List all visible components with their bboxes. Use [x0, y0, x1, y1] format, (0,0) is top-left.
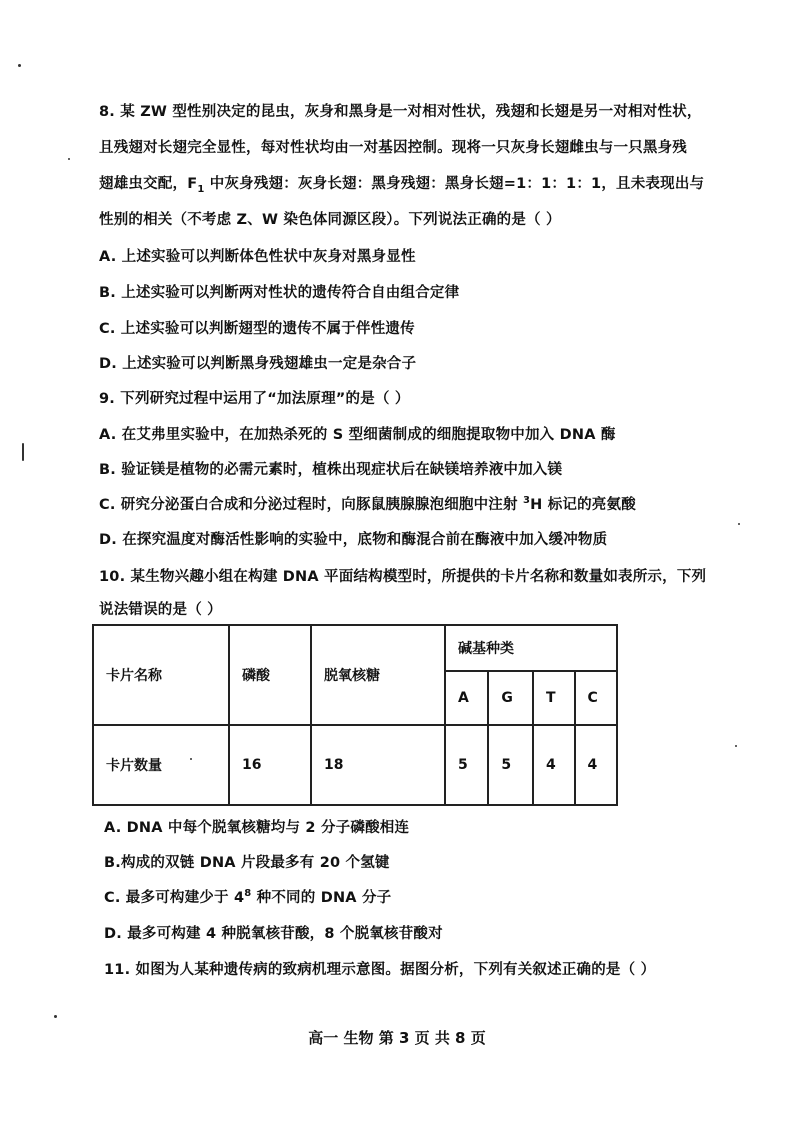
scan-speck — [735, 745, 737, 747]
page-footer: 高一 生物 第 3 页 共 8 页 — [308, 1029, 486, 1047]
header-phosphate: 磷酸 — [229, 625, 311, 725]
header-deoxyribose: 脱氧核糖 — [311, 625, 445, 725]
scan-speck — [738, 523, 740, 525]
q8-stem-line3: 翅雄虫交配，$F_1$ 中灰身残翅：灰身长翅：黑身残翅：黑身长翅=1：1：1：1，且未表现出与 — [99, 176, 705, 195]
q9-option-c: C. 研究分泌蛋白合成和分泌过程时，向豚鼠胰腺腺泡细胞中注射 $^3$H 标记的亮氨酸 — [99, 495, 636, 513]
q10-option-c: C. 最多可构建少于 $4^8$ 种不同的 DNA 分子 — [104, 888, 392, 906]
q10-option-b: B.构成的双链 DNA 片段最多有 20 个氢键 — [104, 855, 390, 871]
q8-stem-line4: 性别的相关（不考虑 Z、W 染色体同源区段）。下列说法正确的是（ ） — [99, 212, 561, 228]
q9-option-a: A. 在艾弗里实验中，在加热杀死的 S 型细菌制成的细胞提取物中加入 DNA 酶 — [99, 427, 616, 443]
q8-option-c: C. 上述实验可以判断翅型的遗传不属于伴性遗传 — [99, 321, 415, 337]
q10-option-a: A. DNA 中每个脱氧核糖均与 2 分子磷酸相连 — [104, 820, 410, 836]
scan-speck — [190, 758, 192, 760]
count-g: 5 — [488, 725, 533, 805]
q10-stem-line2: 说法错误的是（ ） — [99, 602, 222, 618]
q8-option-b: B. 上述实验可以判断两对性状的遗传符合自由组合定律 — [99, 285, 460, 301]
count-t: 4 — [533, 725, 575, 805]
scan-speck — [22, 443, 24, 461]
base-g: G — [488, 671, 533, 725]
scan-speck — [18, 64, 21, 67]
header-base-types: 碱基种类 — [445, 625, 617, 671]
base-c: C — [575, 671, 617, 725]
header-card-name: 卡片名称 — [93, 625, 229, 725]
count-a: 5 — [445, 725, 488, 805]
q11-stem: 11. 如图为人某种遗传病的致病机理示意图。据图分析，下列有关叙述正确的是（ ） — [104, 962, 656, 978]
row-card-count-label: 卡片数量 — [93, 725, 229, 805]
q8-option-a: A. 上述实验可以判断体色性状中灰身对黑身显性 — [99, 249, 416, 265]
base-t: T — [533, 671, 575, 725]
q9-option-b: B. 验证镁是植物的必需元素时，植株出现症状后在缺镁培养液中加入镁 — [99, 462, 563, 478]
q8-stem-line1: 8. 某 ZW 型性别决定的昆虫，灰身和黑身是一对相对性状，残翅和长翅是另一对相对性状， — [99, 104, 702, 120]
card-table — [92, 624, 618, 806]
count-phosphate: 16 — [229, 725, 311, 805]
base-a: A — [445, 671, 488, 725]
count-deoxyribose: 18 — [311, 725, 445, 805]
q10-option-d: D. 最多可构建 4 种脱氧核苷酸，8 个脱氧核苷酸对 — [104, 926, 443, 942]
scan-speck — [54, 1015, 57, 1018]
q8-stem-line2: 且残翅对长翅完全显性，每对性状均由一对基因控制。现将一只灰身长翅雌虫与一只黑身残 — [99, 140, 687, 156]
q10-stem-line1: 10. 某生物兴趣小组在构建 DNA 平面结构模型时，所提供的卡片名称和数量如表所示，下列 — [99, 569, 707, 585]
q9-option-d: D. 在探究温度对酶活性影响的实验中，底物和酶混合前在酶液中加入缓冲物质 — [99, 532, 608, 548]
q9-stem: 9. 下列研究过程中运用了“加法原理”的是（ ） — [99, 391, 410, 407]
scan-speck — [68, 158, 70, 160]
q8-option-d: D. 上述实验可以判断黑身残翅雄虫一定是杂合子 — [99, 356, 417, 372]
count-c: 4 — [575, 725, 617, 805]
